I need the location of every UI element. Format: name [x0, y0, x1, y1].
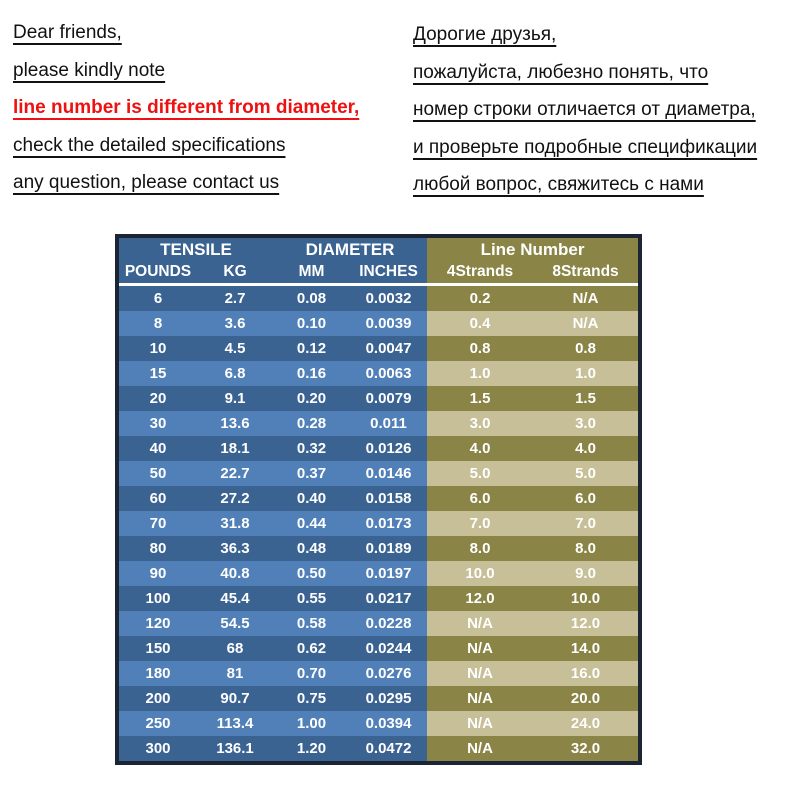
table-column-header-row	[119, 261, 638, 284]
table-cell: 0.0217	[350, 586, 427, 611]
table-cell: 9.0	[533, 561, 638, 586]
table-cell: N/A	[427, 611, 533, 636]
note-line-en-2: please kindly note	[13, 59, 166, 81]
table-row	[119, 511, 638, 536]
table-cell: 0.12	[273, 336, 350, 361]
table-cell: 27.2	[197, 486, 273, 511]
table-row	[119, 636, 638, 661]
table-cell: 0.10	[273, 311, 350, 336]
table-cell: 8.0	[533, 536, 638, 561]
table-cell: 12.0	[533, 611, 638, 636]
col-header-4strands: 4Strands	[427, 261, 533, 284]
table-cell: 90	[119, 561, 197, 586]
table-cell: 13.6	[197, 411, 273, 436]
table-cell: 0.4	[427, 311, 533, 336]
table-cell: 0.0276	[350, 661, 427, 686]
table-cell: N/A	[427, 661, 533, 686]
table-cell: 14.0	[533, 636, 638, 661]
table-cell: 0.40	[273, 486, 350, 511]
table-cell: 0.0228	[350, 611, 427, 636]
table-cell: 1.20	[273, 736, 350, 761]
table-cell: N/A	[427, 736, 533, 761]
table-cell: 0.08	[273, 284, 350, 311]
table-row	[119, 561, 638, 586]
table-cell: 0.70	[273, 661, 350, 686]
table-cell: 0.0173	[350, 511, 427, 536]
table-cell: 81	[197, 661, 273, 686]
table-cell: 1.0	[533, 361, 638, 386]
table-cell: 0.0158	[350, 486, 427, 511]
table-cell: 0.0079	[350, 386, 427, 411]
table-cell: 1.5	[533, 386, 638, 411]
note-english	[13, 14, 409, 202]
table-cell: 120	[119, 611, 197, 636]
table-row	[119, 486, 638, 511]
table-cell: 0.50	[273, 561, 350, 586]
table-cell: 0.0189	[350, 536, 427, 561]
table-cell: 15	[119, 361, 197, 386]
table-body	[119, 284, 638, 761]
table-row	[119, 611, 638, 636]
table-cell: 4.0	[427, 436, 533, 461]
table-cell: N/A	[427, 636, 533, 661]
table-cell: 3.0	[427, 411, 533, 436]
table-cell: 1.0	[427, 361, 533, 386]
table-cell: 0.011	[350, 411, 427, 436]
table-cell: N/A	[427, 686, 533, 711]
table-cell: 0.55	[273, 586, 350, 611]
table-cell: 0.0047	[350, 336, 427, 361]
group-header-tensile: TENSILE	[119, 238, 273, 261]
col-header-pounds: POUNDS	[119, 261, 197, 284]
group-header-line-number: Line Number	[427, 238, 638, 261]
table-cell: 0.16	[273, 361, 350, 386]
table-cell: 32.0	[533, 736, 638, 761]
table-cell: 31.8	[197, 511, 273, 536]
table-cell: 180	[119, 661, 197, 686]
table-row	[119, 284, 638, 311]
note-line-en-5: any question, please contact us	[13, 172, 280, 194]
table-cell: 9.1	[197, 386, 273, 411]
table-cell: N/A	[427, 711, 533, 736]
table-cell: 0.0063	[350, 361, 427, 386]
table-cell: 0.0126	[350, 436, 427, 461]
table-cell: N/A	[533, 284, 638, 311]
table-cell: 0.0295	[350, 686, 427, 711]
table-cell: 113.4	[197, 711, 273, 736]
note-line-ru-5: любой вопрос, свяжитесь с нами	[413, 174, 704, 196]
table-cell: 1.5	[427, 386, 533, 411]
table-cell: 20.0	[533, 686, 638, 711]
table-cell: 4.5	[197, 336, 273, 361]
table-cell: 0.0032	[350, 284, 427, 311]
table-cell: 40	[119, 436, 197, 461]
table-cell: N/A	[533, 311, 638, 336]
table-cell: 18.1	[197, 436, 273, 461]
table-cell: 0.48	[273, 536, 350, 561]
table-cell: 90.7	[197, 686, 273, 711]
table-cell: 6.0	[533, 486, 638, 511]
note-line-en-4: check the detailed specifications	[13, 134, 286, 156]
table-cell: 4.0	[533, 436, 638, 461]
note-line-en-3-warning: line number is different from diameter,	[13, 97, 360, 119]
table-cell: 6	[119, 284, 197, 311]
table-group-header-row	[119, 238, 638, 261]
table-row	[119, 361, 638, 386]
table-cell: 7.0	[533, 511, 638, 536]
table-row	[119, 586, 638, 611]
table-cell: 1.00	[273, 711, 350, 736]
table-cell: 136.1	[197, 736, 273, 761]
table-row	[119, 436, 638, 461]
table-cell: 16.0	[533, 661, 638, 686]
col-header-8strands: 8Strands	[533, 261, 638, 284]
table-row	[119, 311, 638, 336]
table-cell: 0.58	[273, 611, 350, 636]
spec-table	[115, 234, 642, 765]
table-row	[119, 536, 638, 561]
table-cell: 10	[119, 336, 197, 361]
table-cell: 0.28	[273, 411, 350, 436]
col-header-kg: KG	[197, 261, 273, 284]
table-cell: 6.0	[427, 486, 533, 511]
table-cell: 24.0	[533, 711, 638, 736]
table-cell: 0.0394	[350, 711, 427, 736]
table-cell: 30	[119, 411, 197, 436]
table-cell: 36.3	[197, 536, 273, 561]
table-cell: 2.7	[197, 284, 273, 311]
table-cell: 0.0197	[350, 561, 427, 586]
table-row	[119, 336, 638, 361]
col-header-mm: MM	[273, 261, 350, 284]
table-cell: 150	[119, 636, 197, 661]
note-line-ru-1: Дорогие друзья,	[413, 24, 557, 45]
table-row	[119, 686, 638, 711]
table-cell: 8.0	[427, 536, 533, 561]
table-cell: 7.0	[427, 511, 533, 536]
table-cell: 0.37	[273, 461, 350, 486]
table-cell: 0.44	[273, 511, 350, 536]
note-russian	[413, 16, 797, 204]
table-cell: 250	[119, 711, 197, 736]
note-line-ru-2: пожалуйста, любезно понять, что	[413, 61, 709, 83]
note-line-en-1: Dear friends,	[13, 22, 122, 43]
table-cell: 0.8	[427, 336, 533, 361]
table-cell: 100	[119, 586, 197, 611]
table-cell: 50	[119, 461, 197, 486]
table-cell: 0.0472	[350, 736, 427, 761]
table-cell: 10.0	[533, 586, 638, 611]
table-cell: 0.20	[273, 386, 350, 411]
table-cell: 80	[119, 536, 197, 561]
table-cell: 40.8	[197, 561, 273, 586]
table-row	[119, 711, 638, 736]
table-cell: 5.0	[533, 461, 638, 486]
table-cell: 60	[119, 486, 197, 511]
table-cell: 6.8	[197, 361, 273, 386]
table-cell: 0.8	[533, 336, 638, 361]
table-cell: 0.0146	[350, 461, 427, 486]
table-cell: 68	[197, 636, 273, 661]
table-cell: 8	[119, 311, 197, 336]
table-cell: 45.4	[197, 586, 273, 611]
table-cell: 0.2	[427, 284, 533, 311]
table-row	[119, 461, 638, 486]
table-row	[119, 386, 638, 411]
table-cell: 22.7	[197, 461, 273, 486]
group-header-diameter: DIAMETER	[273, 238, 427, 261]
table-row	[119, 411, 638, 436]
table-cell: 0.75	[273, 686, 350, 711]
note-line-ru-3: номер строки отличается от диаметра,	[413, 99, 756, 121]
table-cell: 0.32	[273, 436, 350, 461]
table-cell: 10.0	[427, 561, 533, 586]
table-cell: 0.0244	[350, 636, 427, 661]
table-cell: 70	[119, 511, 197, 536]
table-cell: 0.62	[273, 636, 350, 661]
table-cell: 300	[119, 736, 197, 761]
table-row	[119, 661, 638, 686]
table-cell: 12.0	[427, 586, 533, 611]
table-cell: 3.0	[533, 411, 638, 436]
table-cell: 200	[119, 686, 197, 711]
table-cell: 3.6	[197, 311, 273, 336]
table-cell: 20	[119, 386, 197, 411]
table-row	[119, 736, 638, 761]
table-cell: 0.0039	[350, 311, 427, 336]
table-cell: 5.0	[427, 461, 533, 486]
note-line-ru-4: и проверьте подробные спецификации	[413, 136, 758, 158]
table-cell: 54.5	[197, 611, 273, 636]
col-header-inches: INCHES	[350, 261, 427, 284]
